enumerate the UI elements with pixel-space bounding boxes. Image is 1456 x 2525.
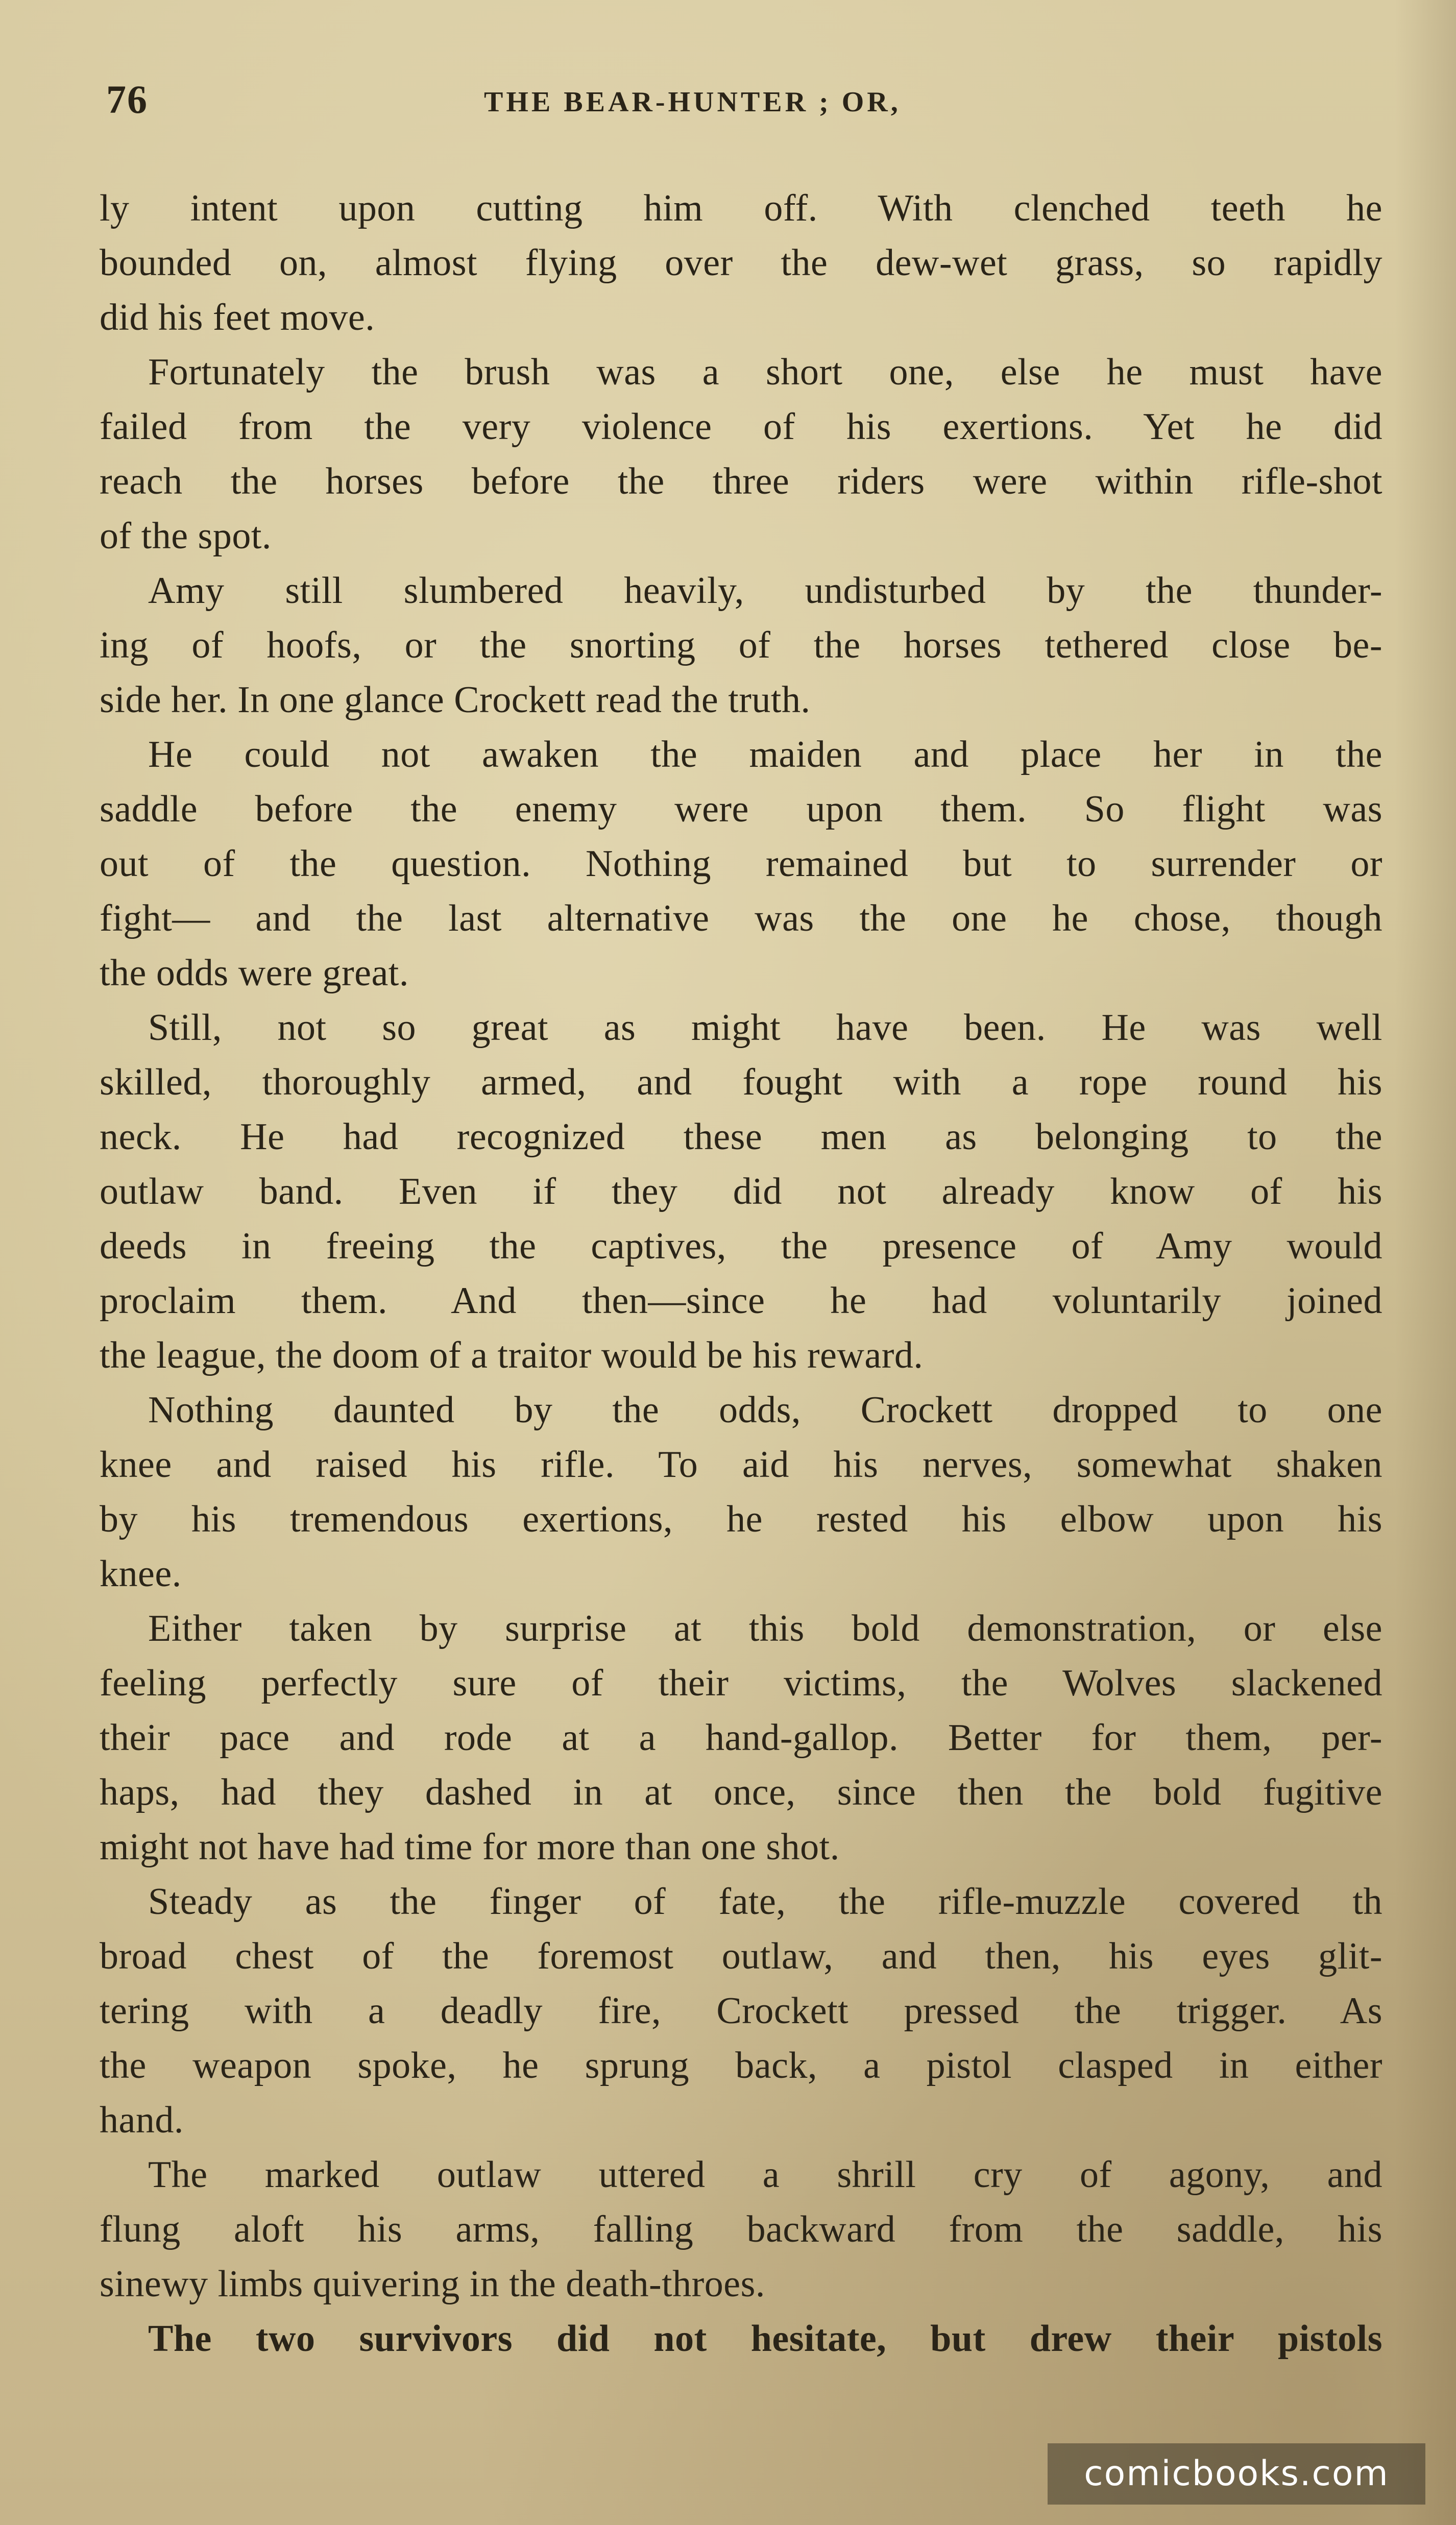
watermark: comicbooks.com [1048,2443,1425,2505]
text-line: feeling perfectly sure of their victims, the Wolves slackened [100,1662,1382,1704]
text-line: hand. [100,2099,184,2141]
page-number: 76 [106,77,148,122]
text-line: reach the horses before the three riders were within rifle-shot [100,460,1382,502]
text-line: proclaim them. And then—since he had voluntarily joined [100,1280,1382,1322]
text-line: the odds were great. [100,952,409,994]
text-line: knee. [100,1553,182,1595]
text-line: outlaw band. Even if they did not already know of his [100,1171,1382,1212]
text-line: their pace and rode at a hand-gallop. Better for them, per- [100,1717,1382,1759]
body-text [100,181,1382,2366]
text-line: out of the question. Nothing remained but to surrender or [100,843,1382,885]
text-line: of the spot. [100,515,272,557]
page-header [106,77,1379,138]
text-line: Steady as the finger of fate, the rifle-muzzle covered th [148,1881,1382,1923]
text-line: bounded on, almost flying over the dew-wet grass, so rapidly [100,242,1382,284]
text-line: ing of hoofs, or the snorting of the horses tethered close be- [100,624,1382,666]
text-line: by his tremendous exertions, he rested his elbow upon his [100,1498,1382,1540]
text-line: flung aloft his arms, falling backward from the saddle, his [100,2208,1382,2250]
text-line: fight— and the last alternative was the one he chose, though [100,897,1382,939]
text-line: might not have had time for more than one shot. [100,1826,840,1868]
text-line: Amy still slumbered heavily, undisturbed by the thunder- [148,570,1382,612]
text-line: The marked outlaw uttered a shrill cry of agony, and [148,2154,1382,2196]
text-line: the league, the doom of a traitor would be his reward. [100,1334,924,1376]
text-line: sinewy limbs quivering in the death-throes. [100,2263,765,2305]
text-line: The two survivors did not hesitate, but drew their pistols [148,2318,1382,2360]
text-line: knee and raised his rifle. To aid his nerves, somewhat shaken [100,1444,1382,1486]
text-line: skilled, thoroughly armed, and fought with a rope round his [100,1061,1382,1103]
text-line: Fortunately the brush was a short one, else he must have [148,351,1382,393]
text-line: side her. In one glance Crockett read the truth. [100,679,811,721]
text-line: neck. He had recognized these men as belonging to the [100,1116,1382,1158]
text-line: failed from the very violence of his exertions. Yet he did [100,406,1382,448]
text-line: ly intent upon cutting him off. With clenched teeth he [100,187,1382,229]
text-line: Still, not so great as might have been. He was well [148,1007,1382,1049]
text-line: the weapon spoke, he sprung back, a pistol clasped in either [100,2045,1382,2086]
text-line: tering with a deadly fire, Crockett pressed the trigger. As [100,1990,1382,2032]
text-line: Either taken by surprise at this bold demonstration, or else [148,1608,1382,1649]
text-line: deeds in freeing the captives, the presence of Amy would [100,1225,1382,1267]
text-line: He could not awaken the maiden and place her in the [148,734,1382,775]
text-line: Nothing daunted by the odds, Crockett dropped to one [148,1389,1382,1431]
running-head: THE BEAR-HUNTER ; OR, [484,86,901,118]
text-line: saddle before the enemy were upon them. So flight was [100,788,1382,830]
text-line: did his feet move. [100,297,375,338]
text-line: broad chest of the foremost outlaw, and then, his eyes glit- [100,1935,1382,1977]
text-line: haps, had they dashed in at once, since then the bold fugitive [100,1771,1382,1813]
